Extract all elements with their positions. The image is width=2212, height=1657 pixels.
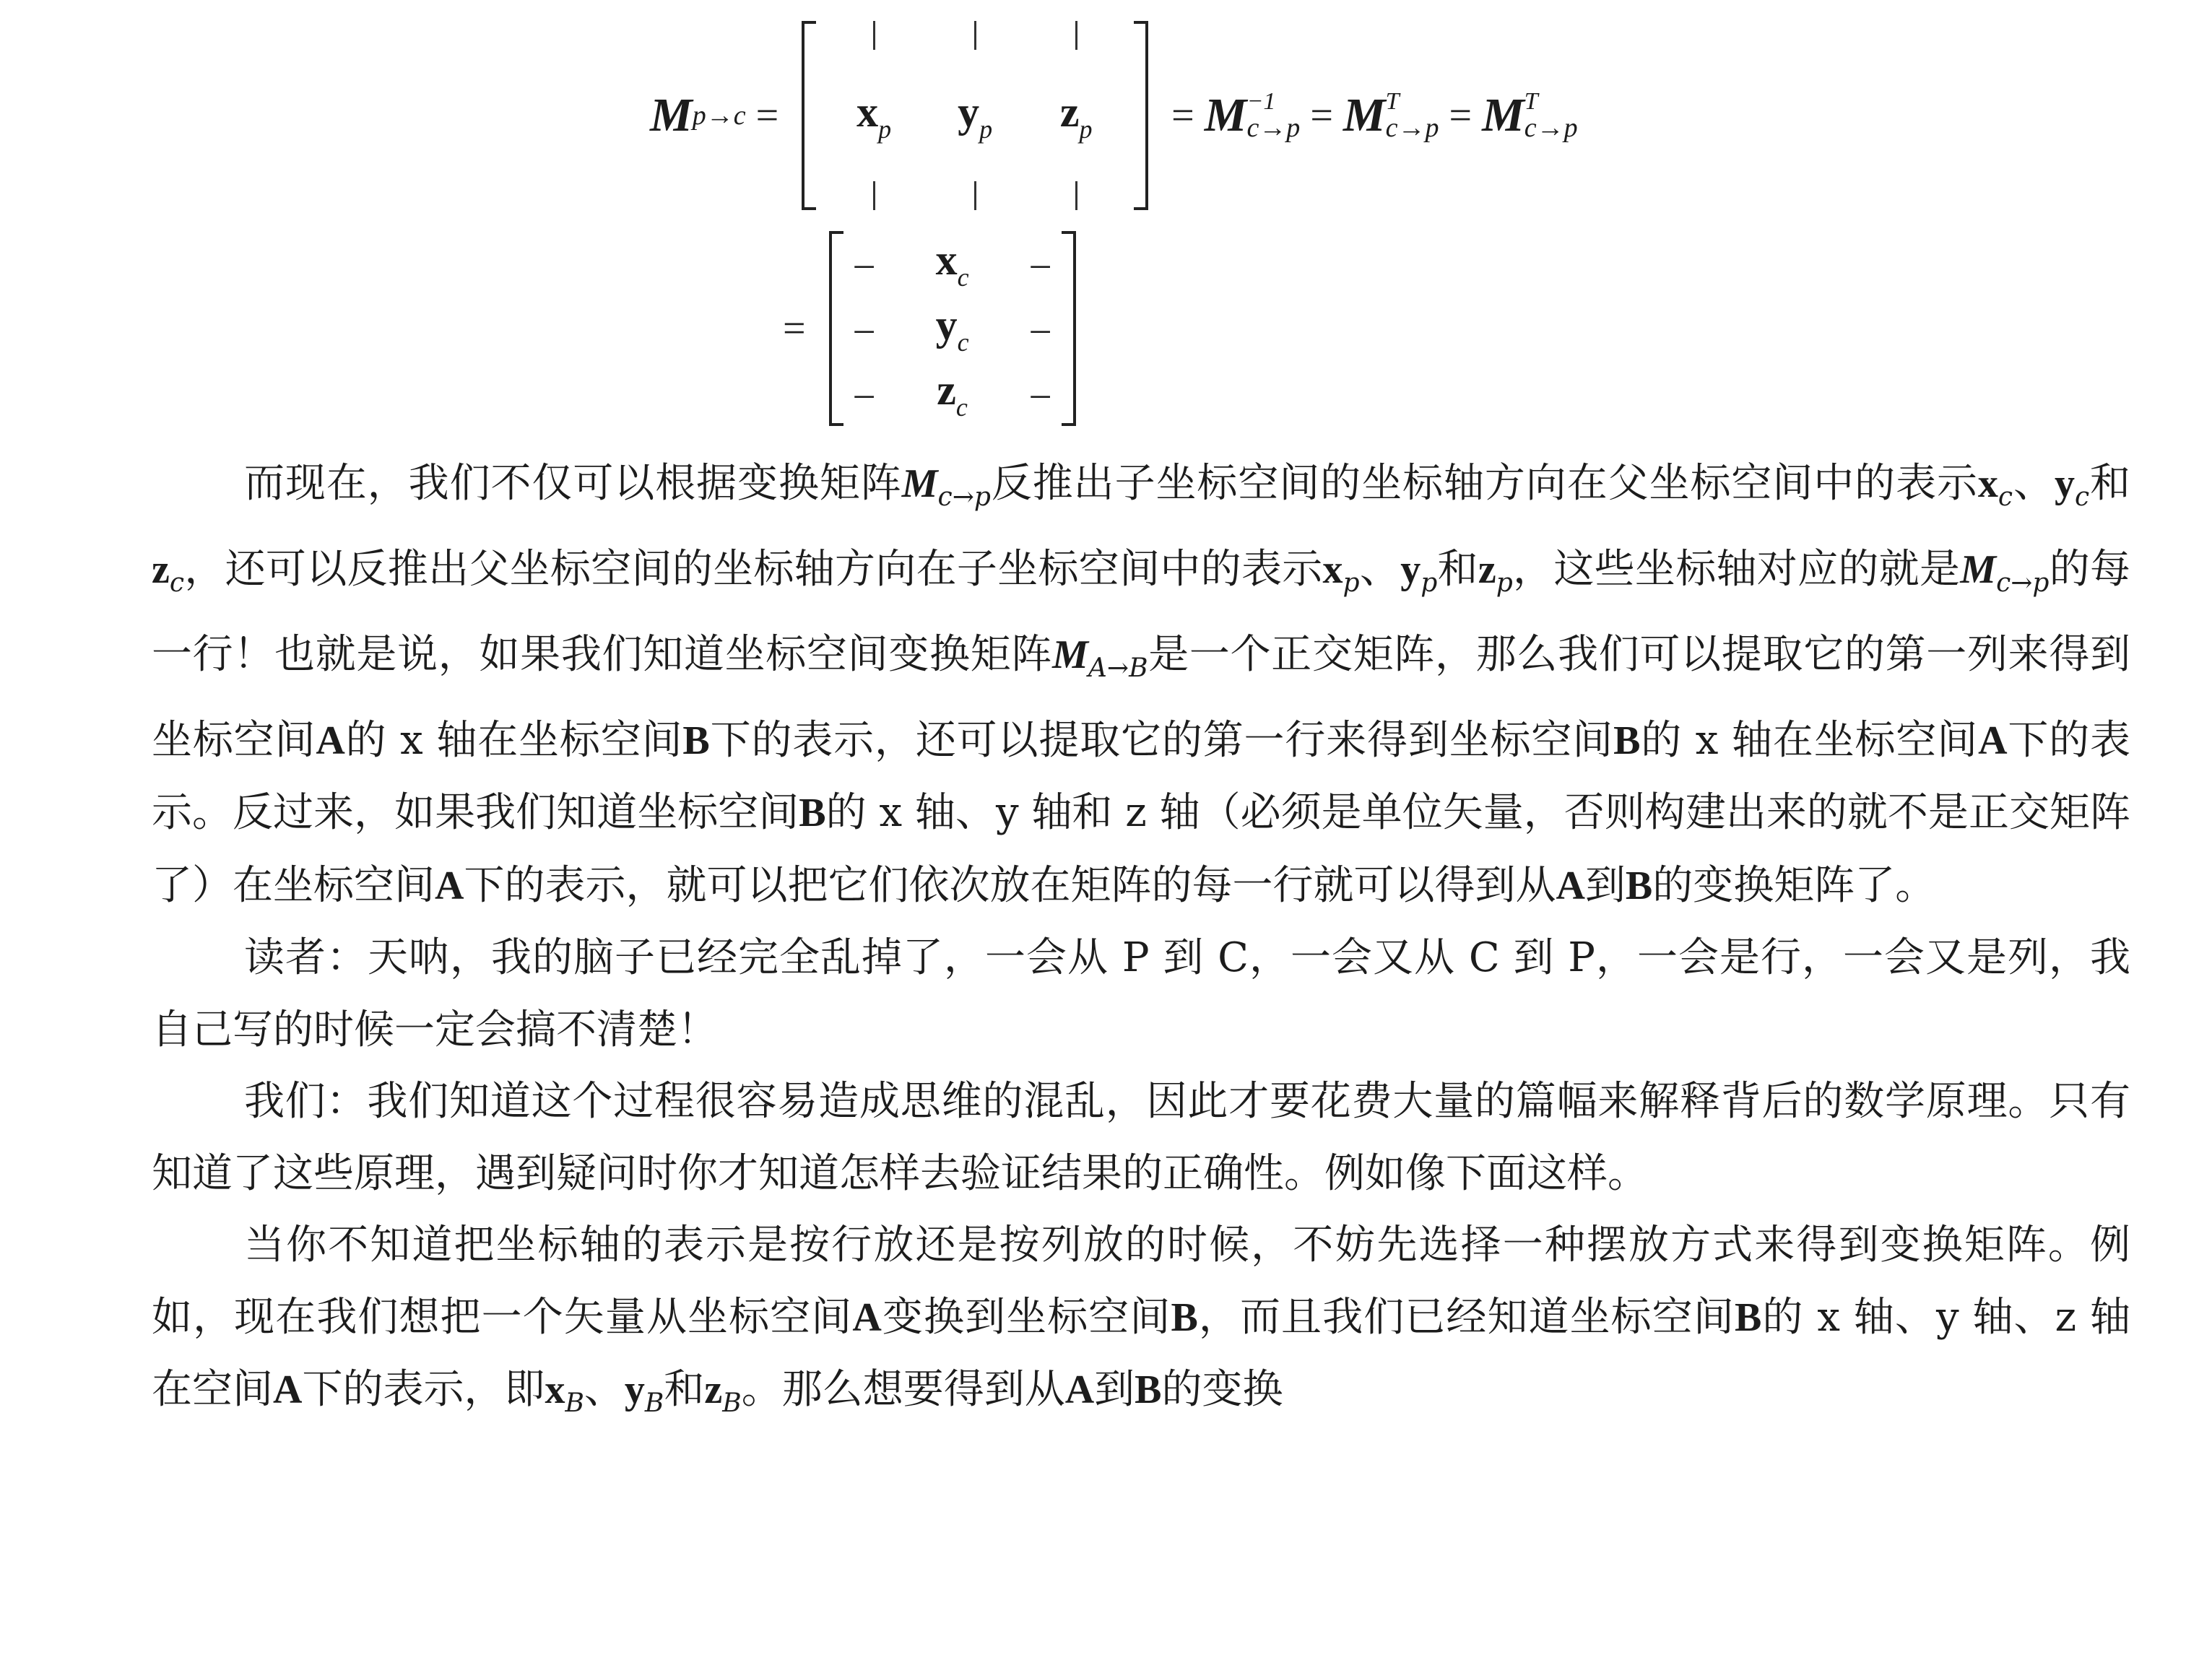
equals-sign: = [1449,93,1473,138]
right-bracket [1134,21,1148,210]
left-bracket [829,231,843,426]
equals-sign: = [783,306,806,351]
rhs-inverse-sub: c→p [1246,113,1301,143]
matrix-column [924,21,1025,210]
rhs-transpose-sub: c→p [1385,113,1439,143]
rhs-transpose-symbol: M [1343,89,1386,142]
column-bar-bottom [974,181,976,210]
rhs-transpose-sub-2: c→p [1524,113,1578,143]
row-vector: y [935,300,958,349]
paragraph-3: 我们：我们知道这个过程很容易造成思维的混乱，因此才要花费大量的篇幅来解释背后的数学原理。只有知道了这些原理，遇到疑问时你才知道怎样去验证结果的正确性。例如像下面这样。 [152,1078,2130,1197]
row-vector: x [935,235,958,284]
column-bar-top [974,21,976,50]
equation-line-2 [773,224,1089,433]
left-bracket [802,21,816,210]
column-bar-top [873,21,875,50]
equation-line-1 [650,14,1578,217]
column-vector-sub: p [979,114,993,144]
column-bar-bottom [1075,181,1077,210]
column-vector-sub: p [878,114,892,144]
column-vector: x [856,87,879,136]
paragraph-1: 而现在，我们不仅可以根据变换矩阵$M_{c\to p}$反推出子坐标空间的坐标轴方向在父坐标空间中的表示$x_c$、$y_c$和$z_c$，还可以反推出父坐标空间的坐标轴方向在子坐标空间中的表示$x_p$、$y_p$和$z_p$，这些坐标轴对应的就是$M_{c\to p}$的每一行！也就是说，如果我们知道坐标空间变换矩阵$M_{A\to B}$是一个正交矩阵，那么我们可以提取它的第一列来得到坐标空间A的 x 轴在坐标空间B下的表示，还可以提取它的第一行来得到坐标空间B的 x 轴在坐标空间A下的表示。反过来，如果我们知道坐标空间B的 x 轴、y 轴和 z 轴（必须是单位矢量，否则构建出来的就不是正交矩阵了）在坐标空间A下的表示，就可以把它们依次放在矩阵的每一行就可以得到从A到B的变换矩阵了。 [152,460,2131,909]
lhs-subscript: p→c [692,100,746,131]
row-vector-sub: c [957,262,969,292]
paragraph-2: 读者：天呐，我的脑子已经完全乱掉了，一会从 P 到 C，一会又从 C 到 P，一会是行，一会又是列，我自己写的时候一定会搞不清楚！ [152,934,2130,1053]
row-vector: z [937,365,956,414]
row-vector-sub: c [955,392,968,422]
column-vector-sub: p [1079,114,1093,144]
rhs-transpose-sup: T [1385,88,1400,115]
row-dash: – [854,243,874,284]
right-bracket [1062,231,1076,426]
row-dash: – [1031,243,1050,284]
matrix-column [823,21,924,210]
matrix-row [855,300,1050,357]
matrix-row [855,235,1050,292]
equals-sign: = [1171,93,1194,138]
row-dash: – [854,308,874,349]
rhs-transpose-sup-2: T [1524,88,1538,115]
column-vector: y [958,87,980,136]
column-vector: z [1059,87,1080,136]
equals-sign: = [1310,93,1333,138]
column-bar-bottom [873,181,875,210]
column-matrix [802,21,1148,210]
rhs-inverse-symbol: M [1204,89,1247,142]
matrix-column [1025,21,1127,210]
row-dash: – [1031,308,1050,349]
lhs-matrix-symbol: M [650,89,693,142]
row-matrix [829,231,1076,426]
row-vector-sub: c [957,327,969,357]
equals-sign: = [755,93,779,138]
body-text [152,448,2130,1440]
row-dash: – [854,373,874,414]
rhs-inverse-sup: −1 [1246,88,1276,115]
column-bar-top [1075,21,1077,50]
row-dash: – [1031,373,1050,414]
paragraph-4: 当你不知道把坐标轴的表示是按行放还是按列放的时候，不妨先选择一种摆放方式来得到变换矩阵。例如，现在我们想把一个矢量从坐标空间A变换到坐标空间B，而且我们已经知道坐标空间B的 x 轴、y 轴、z 轴在空间A下的表示，即$x_B$、$y_B$和$z_B$。那么想要得到从A到B的变换 [152,1222,2131,1418]
rhs-transpose-symbol-2: M [1482,89,1524,142]
matrix-row [855,365,1050,422]
